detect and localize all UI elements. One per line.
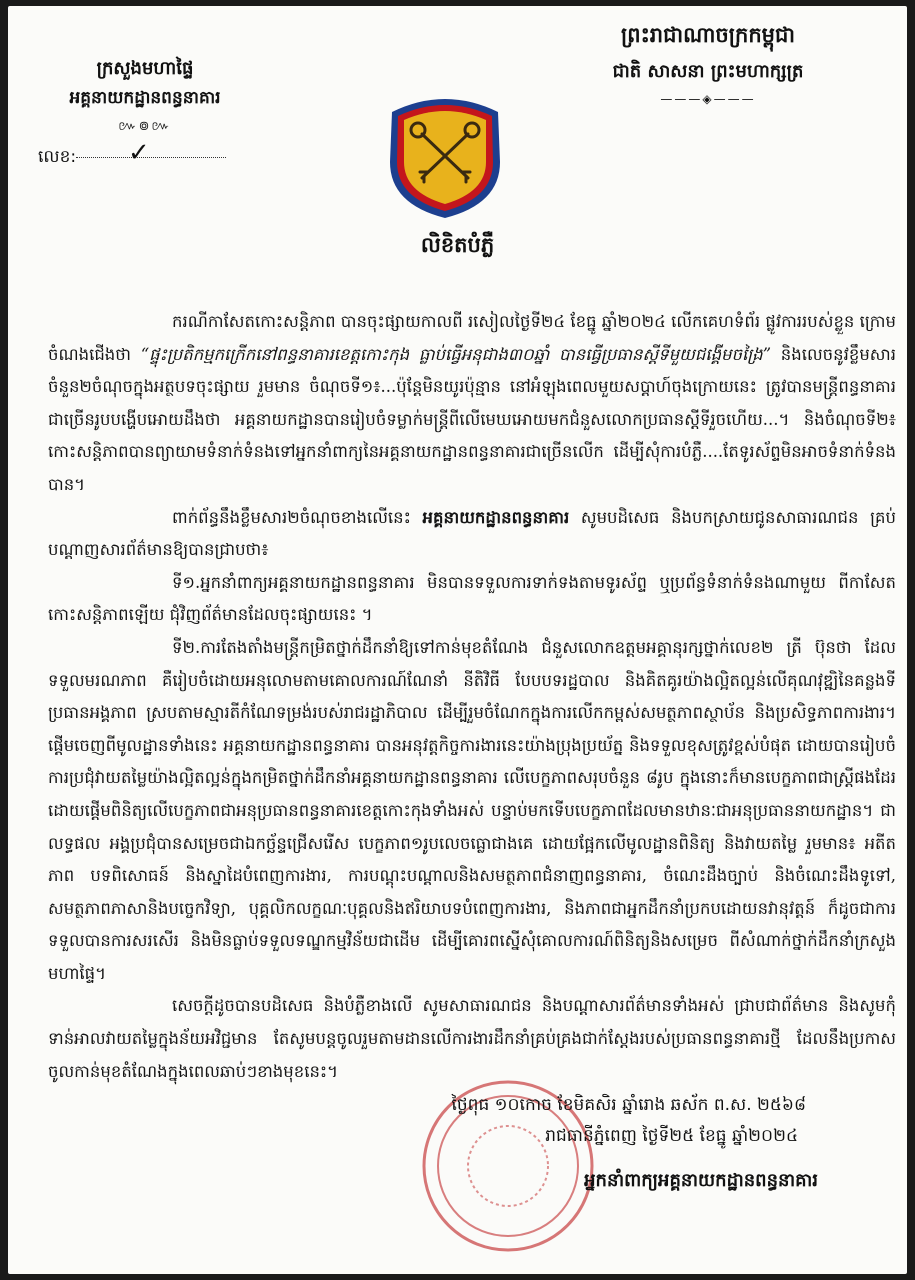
ornament-right: ———◈———: [660, 92, 756, 106]
checkmark-icon: ✓: [128, 138, 150, 168]
document-title: លិខិតបំភ្លឺ: [420, 233, 495, 257]
paragraph-point-1: ទី១.អ្នកនាំពាក្យអគ្គនាយកដ្ឋានពន្ធនាគារ មិនបានទទួលការទាក់ទងតាមទូរស័ព្ទ ឬប្រព័ន្ធទំនាក់ទំនងណាមួយ ពីកាសែតកោះសន្តិភាពឡើយ ជុំវិញព័ត៌មានដែលចុះផ្សាយនេះ ។: [48, 572, 896, 625]
signer-title: អ្នកនាំពាក្យអគ្គនាយកដ្ឋានពន្ធនាគារ: [584, 1170, 818, 1191]
lunar-date: ថ្ងៃពុធ ១០កោច ខែមិគសិរ ឆ្នាំរោង ឆស័ក ព.ស. ២៥៦៨: [451, 1095, 806, 1115]
ornament-left: ៚៙៚: [118, 119, 172, 134]
solar-date: រាជធានីភ្នំពេញ ថ្ងៃទី២៥ ខែធ្នូ ឆ្នាំ២០២៤: [545, 1126, 798, 1146]
national-motto: ជាតិ សាសនា ព្រះមហាក្សត្រ: [612, 61, 804, 82]
department-name: អគ្គនាយកដ្ឋានពន្ធនាគារ: [69, 88, 221, 108]
kingdom-header: [588, 22, 828, 106]
article-headline-quote: “ផ្ទុះប្រតិកម្មកក្រើកនៅពន្ធនាគារខេត្តកោះកុង ធ្លាប់ធ្វើអនុជាង៣០ឆ្នាំ បានធ្វើប្រធានស្តីទីមួយជង្គើមចង្រៃ”: [140, 344, 772, 364]
paragraph-point-2: ទី២.ការតែងតាំងមន្ត្រីកម្រិតថ្នាក់ដឹកនាំឱ្យទៅកាន់មុខតំណែង ជំនួសលោកឧត្តមអគ្គានុរក្សថ្នាក់លេខ២ ត្រី ប៊ុនថា ដែលទទួលមរណភាព គឺរៀបចំដោយអនុលោមតាមគោលការណ៍ណែនាំ នីតិវិធី បែបបទរដ្ឋបាល និងគិតគូរយ៉ាងល្អិតល្អន់លើគុណវុឌ្ឍិនៃគន្លងទីប្រធានអង្គភាព ស្របតាមស្មារតីកំណែទម្រង់របស់រាជរដ្ឋាភិបាល ដើម្បីរួមចំណែកក្នុងការលើកកម្ពស់សមត្ថភាពស្ថាប័ន និងប្រសិទ្ធភាពការងារ។ ផ្តើមចេញពីមូលដ្ឋានទាំងនេះ អគ្គនាយកដ្ឋានពន្ធនាគារ បានអនុវត្តកិច្ចការងារនេះយ៉ាងប្រុងប្រយ័ត្ន និងទទួលខុសត្រូវខ្ពស់បំផុត ដោយបានរៀបចំការប្រជុំវាយតម្លៃយ៉ាងល្អិតល្អន់ក្នុងកម្រិតថ្នាក់ដឹកនាំអគ្គនាយកដ្ឋានពន្ធនាគារ លើបេក្ខភាពសរុបចំនួន ៨រូប ក្នុងនោះក៏មានបេក្ខភាពជាស្ត្រីផងដែរ ដោយផ្តើមពិនិត្យលើបេក្ខភាពជាអនុប្រធានពន្ធនាគារខេត្តកោះកុងទាំងអស់ បន្ទាប់មកទើបបេក្ខភាពដែលមានឋានៈជាអនុប្រធាននាយកដ្ឋាន។ ជាលទ្ធផល អង្គប្រជុំបានសម្រេចជាឯកច្ឆ័ន្ទជ្រើសរើស បេក្ខភាព១រូបលេចធ្លោជាងគេ ដោយផ្អែកលើមូលដ្ឋានពិនិត្យ និងវាយតម្លៃ រួមមាន៖ អតីតភាព បទពិសោធន៍ និងស្នាដៃបំពេញការងារ, ការបណ្តុះបណ្តាលនិងសមត្ថភាពជំនាញពន្ធនាគារ, ចំណេះដឹងច្បាប់ និងចំណេះដឹងទូទៅ, សមត្ថភាពភាសានិងបច្ចេកវិទ្យា, បុគ្គលិកលក្ខណៈបុគ្គលនិងឥរិយាបទបំពេញការងារ, និងភាពជាអ្នកដឹកនាំប្រកបដោយនវានុវត្តន៍ ក៏ដូចជាការទទួលបានការសរសើរ និងមិនធ្លាប់ទទួលទណ្ឌកម្មវិន័យជាដើម ដើម្បីគោរពស្នើសុំគោលការណ៍ពិនិត្យនិងសម្រេច ពីសំណាក់ថ្នាក់ដឹកនាំក្រសួងមហាផ្ទៃ។: [48, 637, 896, 983]
paragraph: ពាក់ព័ន្ធនឹងខ្លឹមសារ២ចំណុចខាងលើនេះ អគ្គនាយកដ្ឋានពន្ធនាគារ សូមបដិសេធ និងបកស្រាយជូនសាធារណជន គ្រប់បណ្តាញសារព័ត៌មានឱ្យបានជ្រាបថា៖: [48, 507, 896, 560]
document-page: [8, 6, 907, 1274]
paragraph-conclusion: សេចក្តីដូចបានបដិសេធ និងបំភ្លឺខាងលើ សូមសាធារណជន និងបណ្តាសារព័ត៌មានទាំងអស់ ជ្រាបជាព័ត៌មាន និងសូមកុំទាន់អាលវាយតម្លៃក្នុងន័យអវិជ្ជមាន តែសូមបន្តចូលរួមតាមដានលើការងារដឹកនាំគ្រប់គ្រងជាក់ស្តែងរបស់ប្រធានពន្ធនាគារថ្មី ដែលនឹងប្រកាសចូលកាន់មុខតំណែងក្នុងពេលឆាប់ៗខាងមុខនេះ។: [48, 996, 896, 1081]
prison-department-emblem-icon: [382, 92, 508, 222]
signature-block: [398, 1094, 878, 1195]
paragraph: ករណីកាសែតកោះសន្តិភាព បានចុះផ្សាយកាលពី រសៀលថ្ងៃទី២៤ ខែធ្នូ ឆ្នាំ២០២៤ លើកគេហទំព័រ ផ្លូវការរបស់ខ្លួន ក្រោមចំណងជើងថា “ផ្ទុះប្រតិកម្មកក្រើកនៅពន្ធនាគារខេត្តកោះកុង ធ្លាប់ធ្វើអនុជាង៣០ឆ្នាំ បានធ្វើប្រធានស្តីទីមួយជង្គើមចង្រៃ” និងលេចនូវខ្លឹមសារចំនួន២ចំណុចក្នុងអត្ថបទចុះផ្សាយ រួមមាន ចំណុចទី១៖...ប៉ុន្តែមិនយូរប៉ុន្មាន នៅអំឡុងពេលមួយសប្តាហ៍ចុងក្រោយនេះ ត្រូវបានមន្ត្រីពន្ធនាគារជាច្រើនរូបបង្ហើបអោយដឹងថា អគ្គនាយកដ្ឋានបានរៀបចំទម្លាក់មន្ត្រីពីលើមេឃអោយមកជំនួសលោកប្រធានស្តីទីរួចហើយ...។ និងចំណុចទី២៖ កោះសន្តិភាពបានព្យាយាមទំនាក់ទំនងទៅអ្នកនាំពាក្យនៃអគ្គនាយកដ្ឋានពន្ធនាគារជាច្រើនលើក ដើម្បីសុំការបំភ្លឺ....តែទូរស័ព្ទមិនអាចទំនាក់ទំនងបាន។: [48, 312, 896, 494]
document-body: [48, 306, 896, 1088]
ministry-name: ក្រសួងមហាផ្ទៃ: [96, 58, 194, 79]
issuer-header: [40, 56, 250, 137]
reference-label: លេខ:: [38, 147, 77, 167]
kingdom-name: ព្រះរាជាណាចក្រកម្ពុជា: [620, 23, 795, 47]
reference-dotted-line: [76, 157, 226, 158]
department-emphasis: អគ្គនាយកដ្ឋានពន្ធនាគារ: [422, 507, 570, 527]
